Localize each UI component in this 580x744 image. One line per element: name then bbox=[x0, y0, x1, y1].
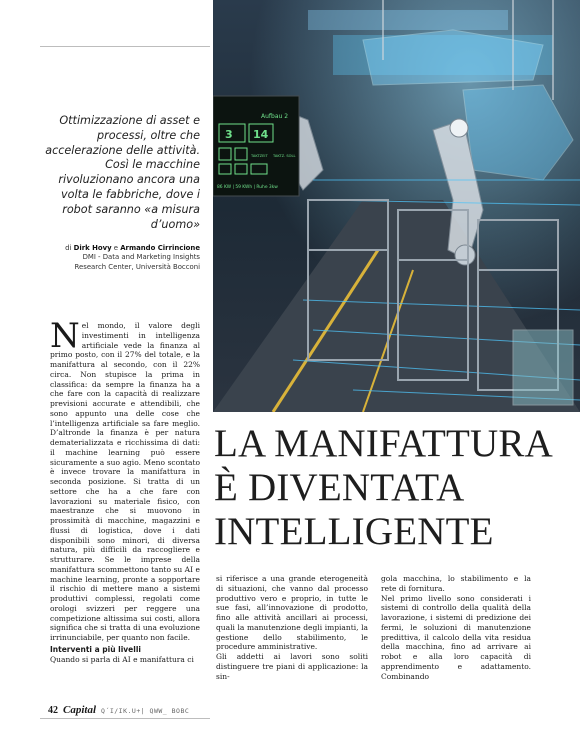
byline-author-2: Armando Cirrincione bbox=[120, 244, 200, 252]
screen-label-2: TAKTZ. SOLL bbox=[273, 154, 296, 158]
body-paragraph-2: Quando si parla di AI e manifattura ci bbox=[50, 654, 194, 664]
section-subhead: Interventi a più livelli bbox=[50, 644, 141, 654]
screen-number-2: 14 bbox=[253, 128, 269, 141]
byline-prefix: di bbox=[65, 244, 72, 252]
body-paragraph-4: Gli addetti ai lavori sono soliti distinguere tre piani di applicazione: la sin- bbox=[216, 652, 368, 681]
top-rule bbox=[40, 46, 210, 47]
screen-header-text: Aufbau 2 bbox=[261, 113, 289, 120]
body-paragraph-5: gola macchina, lo stabilimento e la rete di fornitura. bbox=[381, 574, 531, 593]
body-column-2 bbox=[216, 574, 368, 681]
magazine-logo: Capital bbox=[63, 704, 97, 716]
byline-affiliation-1: DMI - Data and Marketing Insights bbox=[82, 253, 200, 262]
body-paragraph-6: Nel primo livello sono considerati i sistemi di controllo della qualità della lavorazione, i sistemi di predizione dei fermi, le soluzioni di manutenzione predittiva, il calcolo della vita residua della macchina, fino ad arrivare ai robot e alla loro capacità di apprendimento e adattamento. Combinando bbox=[381, 593, 531, 681]
byline-joiner: e bbox=[113, 244, 119, 252]
byline-author-1: Dirk Hovy bbox=[73, 244, 112, 252]
byline-affiliation-2: Research Center, Università Bocconi bbox=[74, 262, 200, 271]
headline-line-2: È DIVENTATA bbox=[214, 466, 465, 509]
screen-label-1: TAKTZEIT bbox=[251, 154, 268, 158]
lede-standfirst: Ottimizzazione di asset e processi, oltre che accelerazione delle attività. Così le macchine rivoluzionano ancora una volta le fabbriche, dove i robot saranno «a misura d’uomo» bbox=[45, 114, 200, 231]
factory-robot-photo bbox=[213, 0, 580, 412]
issue-code: Q´I/IK.U+| QWW_ BOBC bbox=[101, 707, 190, 715]
article-headline bbox=[214, 422, 554, 554]
page-footer bbox=[48, 704, 189, 716]
body-column-3 bbox=[381, 574, 531, 681]
drop-cap: N bbox=[50, 316, 80, 356]
body-paragraph-3: si riferisce a una grande eterogeneità di situazioni, che vanno dal processo produttivo vero e proprio, in tutte le sue fasi, all’innovazione di prodotto, fino alle attività ancillari ai processi, quali la manutenzione degli impianti, la gestione dello stabilimento, le procedure amministrative. bbox=[216, 574, 368, 652]
page-number: 42 bbox=[48, 705, 58, 716]
footer-rule bbox=[40, 718, 210, 719]
body-column-1 bbox=[50, 316, 200, 664]
byline bbox=[24, 244, 200, 272]
body-paragraph-1: el mondo, il valore degli investimenti in intelligenza artificiale vede la finanza al primo posto, con il 27% del totale, e la manifattura al secondo, con il 22% circa. Non stupisce la prima in classifica: da sempre la finanza ha a che fare con la capacità di realizzare previsioni accurate e attendibili, che sono appunto una delle cose che l’intelligenza artificiale sa fare meglio. D’altronde la finanza è per natura dematerializzata e ricchissima di dati: il machine learning può essere sicuramente a suo agio. Meno scontato è invece trovare la manifattura in seconda posizione. Si tratta di un settore che ha a che fare con lavorazioni su materiale fisico, con maestranze che si muovono in prossimità di macchine, magazzini e flussi di logistica, dove i dati disponibili sono minori, di diversa natura, più difficili da raccogliere e strutturare. Se le imprese della manifattura scommettono tanto su AI e machine learning, pronte a sopportare il rischio di mettere mano a sistemi produttivi complessi, regolati come orologi svizzeri per reggere una competizione altissima sui costi, allora significa che si tratta di una evoluzione irrinunciabile, per quanto non facile. bbox=[50, 321, 200, 642]
headline-line-3: INTELLIGENTE bbox=[214, 510, 494, 553]
headline-line-1: LA MANIFATTURA bbox=[214, 422, 554, 465]
screen-readout: 86 KW | 59 KWh | Ruhe 3kw bbox=[217, 185, 278, 190]
screen-number-1: 3 bbox=[225, 128, 233, 141]
